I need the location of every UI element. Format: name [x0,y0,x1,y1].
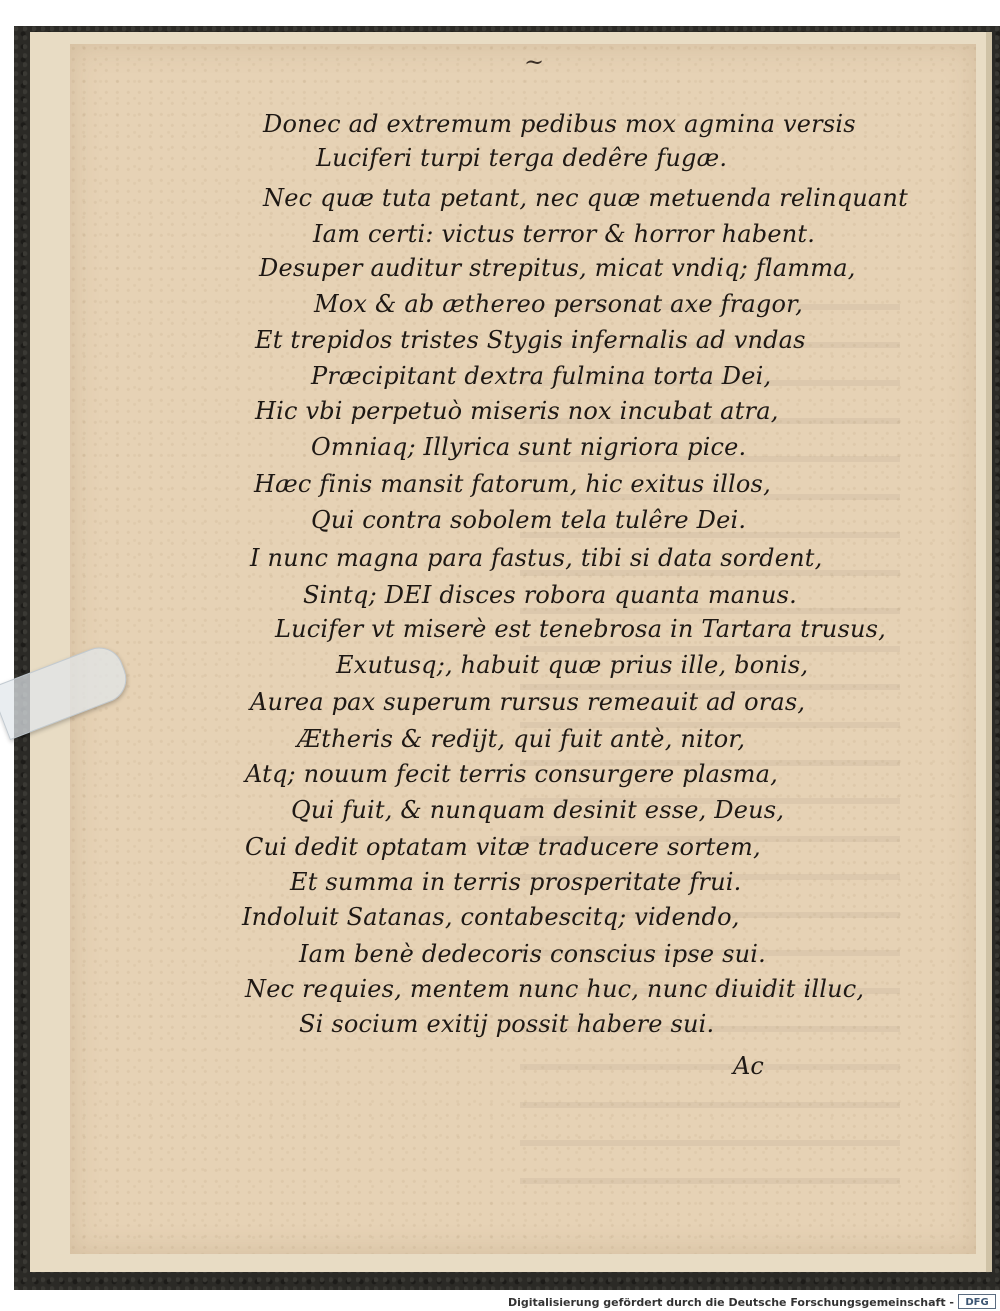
head-ornament: ~ [524,48,545,76]
verse-line: Lucifer vt miserè est tenebrosa in Tartara trusus, [275,615,886,643]
verse-line: Nec quæ tuta petant, nec quæ metuenda relinquant [263,184,908,212]
verse-line: Et trepidos tristes Stygis infernalis ad vndas [255,326,806,354]
verse-line: Omniaq; Illyrica sunt nigriora pice. [311,433,747,461]
verse-line: Sintq; DEI disces robora quanta manus. [303,581,797,609]
verse-line: Luciferi turpi terga dedêre fugæ. [316,144,728,172]
verse-line: Et summa in terris prosperitate frui. [290,868,742,896]
verse-line: Desuper auditur strepitus, micat vndiq; flamma, [259,254,856,282]
verse-line: Atq; nouum fecit terris consurgere plasma, [245,760,778,788]
verse-line: Donec ad extremum pedibus mox agmina versis [263,110,856,138]
verse-line: Nec requies, mentem nunc huc, nunc diuidit illuc, [245,975,865,1003]
verse-line: Aurea pax superum rursus remeauit ad oras, [250,688,806,716]
verse-line: Si socium exitij possit habere sui. [299,1010,715,1038]
verse-line: Præcipitant dextra fulmina torta Dei, [311,362,772,390]
catchword: Ac [733,1052,764,1080]
verse-line: I nunc magna para fastus, tibi si data sordent, [250,544,823,572]
verse-line: Iam benè dedecoris conscius ipse sui. [299,940,766,968]
verse-line: Iam certi: victus terror & horror habent. [313,220,816,248]
funding-credit: Digitalisierung gefördert durch die Deutsche Forschungsgemeinschaft - [507,1296,954,1309]
verse-line: Ætheris & rediјt, qui fuit antè, nitor, [297,725,746,753]
verse-line: Hæc finis mansit fatorum, hic exitus illos, [254,470,771,498]
verse-line: Indoluit Satanas, contabescitq; videndo, [242,903,740,931]
verse-line: Qui fuit, & nunquam desinit esse, Deus, [291,796,785,824]
verse-line: Hic vbi perpetuò miseris nox incubat atra, [255,397,779,425]
verse-line: Qui contra sobolem tela tulêre Dei. [311,506,747,534]
verse-line: Cui dedit optatam vitæ traducere sortem, [245,833,761,861]
dfg-logo: DFG [958,1294,996,1309]
verse-line: Exutusq;, habuit quæ prius ille, bonis, [336,651,809,679]
verse-line: Mox & ab æthereo personat axe fragor, [314,290,803,318]
